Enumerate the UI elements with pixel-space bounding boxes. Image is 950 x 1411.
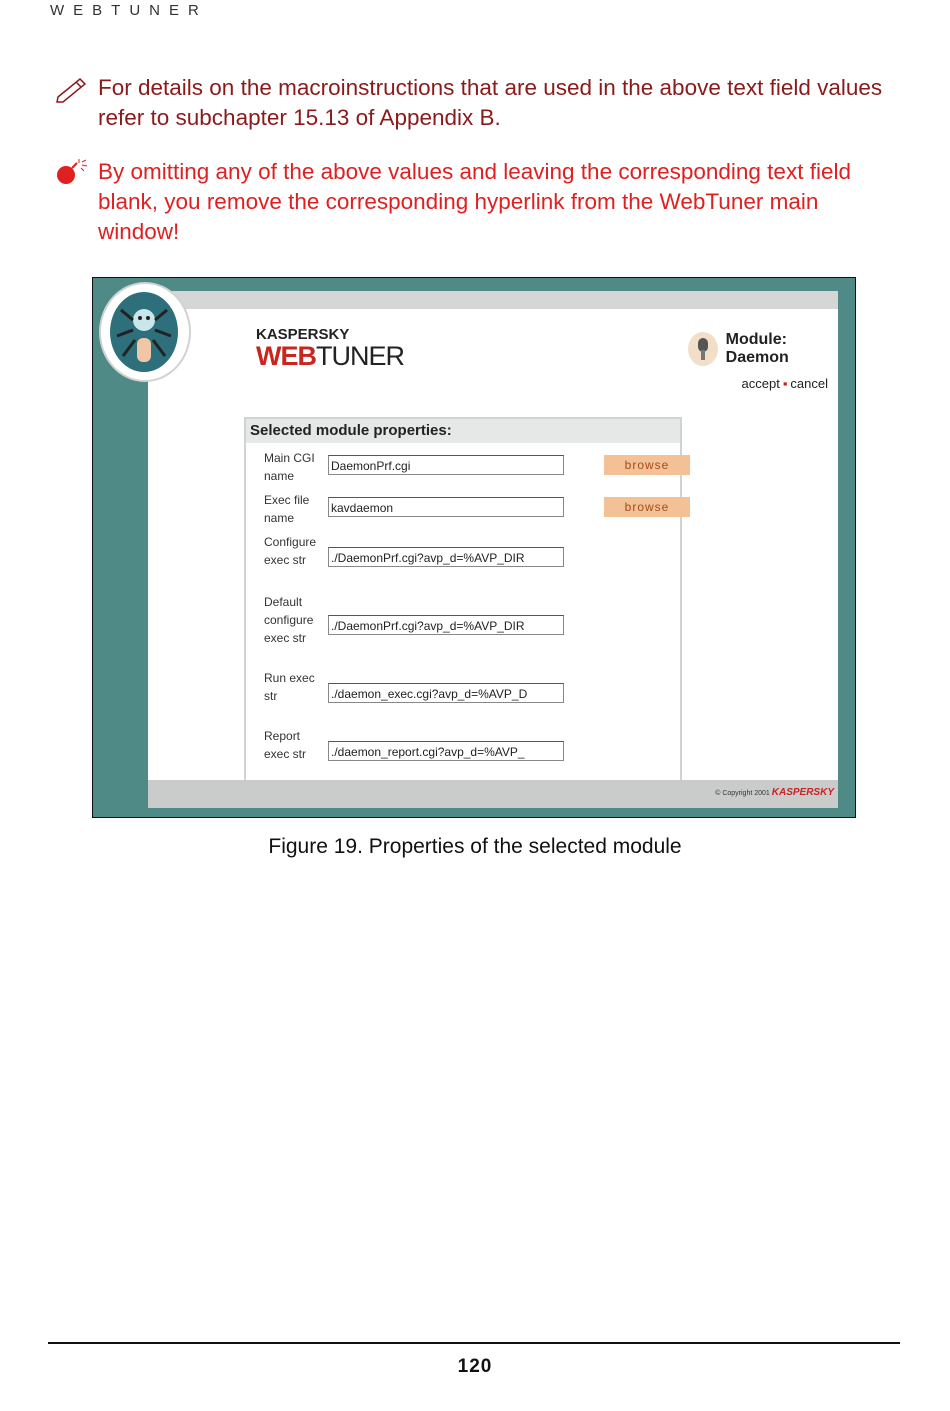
cancel-link[interactable]: cancel xyxy=(790,376,828,391)
field-label: Report exec str xyxy=(264,729,307,761)
daemon-module-icon xyxy=(688,332,718,366)
app-window xyxy=(148,291,838,808)
figure-caption: Figure 19. Properties of the selected module xyxy=(268,835,682,858)
panel-title: Selected module properties: xyxy=(246,419,680,443)
accept-cancel-links: accept ▪ cancel xyxy=(741,376,828,391)
module-title: Module: Daemon xyxy=(688,329,838,369)
mascot-icon xyxy=(107,290,181,374)
info-note xyxy=(52,73,892,133)
exec-file-name-input[interactable]: kavdaemon xyxy=(328,497,564,517)
page-number: 120 xyxy=(457,1356,493,1377)
field-label: Default configure exec str xyxy=(264,595,314,645)
webtuner-screenshot xyxy=(92,277,856,818)
bomb-icon xyxy=(54,157,90,187)
field-label: Main CGI name xyxy=(264,451,315,483)
accept-link[interactable]: accept xyxy=(741,376,780,391)
configure-exec-str-input[interactable]: ./DaemonPrf.cgi?avp_d=%AVP_DIR xyxy=(328,547,564,567)
main-cgi-name-input[interactable]: DaemonPrf.cgi xyxy=(328,455,564,475)
browse-button[interactable]: browse xyxy=(604,455,690,475)
warning-note xyxy=(52,157,892,247)
kaspersky-mascot-logo xyxy=(99,282,191,382)
kaspersky-webtuner-logo: KASPERSKY WEBTUNER xyxy=(256,326,404,371)
info-note-text: For details on the macroinstructions that are used in the above text field values refer to subchapter 15.13 of Appendix B. xyxy=(98,75,883,130)
field-label: Run exec str xyxy=(264,671,315,703)
default-configure-exec-str-input[interactable]: ./DaemonPrf.cgi?avp_d=%AVP_DIR xyxy=(328,615,564,635)
footer-divider xyxy=(48,1342,900,1344)
run-exec-str-input[interactable]: ./daemon_exec.cgi?avp_d=%AVP_D xyxy=(328,683,564,703)
running-header: WEBTUNER xyxy=(50,2,208,19)
warning-note-text: By omitting any of the above values and leaving the corresponding text field blank, you remove the corresponding hyperlink from the WebTuner main window! xyxy=(98,159,851,244)
note-pencil-icon xyxy=(54,73,90,103)
field-label: Configure exec str xyxy=(264,535,317,567)
report-exec-str-input[interactable]: ./daemon_report.cgi?avp_d=%AVP_ xyxy=(328,741,564,761)
field-label: Exec file name xyxy=(264,493,310,525)
window-top-strip xyxy=(148,291,838,309)
copyright-notice: © Copyright 2001 KASPERSKY xyxy=(715,787,834,798)
window-bottom-strip xyxy=(148,780,838,808)
module-properties-panel xyxy=(244,417,682,789)
browse-button[interactable]: browse xyxy=(604,497,690,517)
